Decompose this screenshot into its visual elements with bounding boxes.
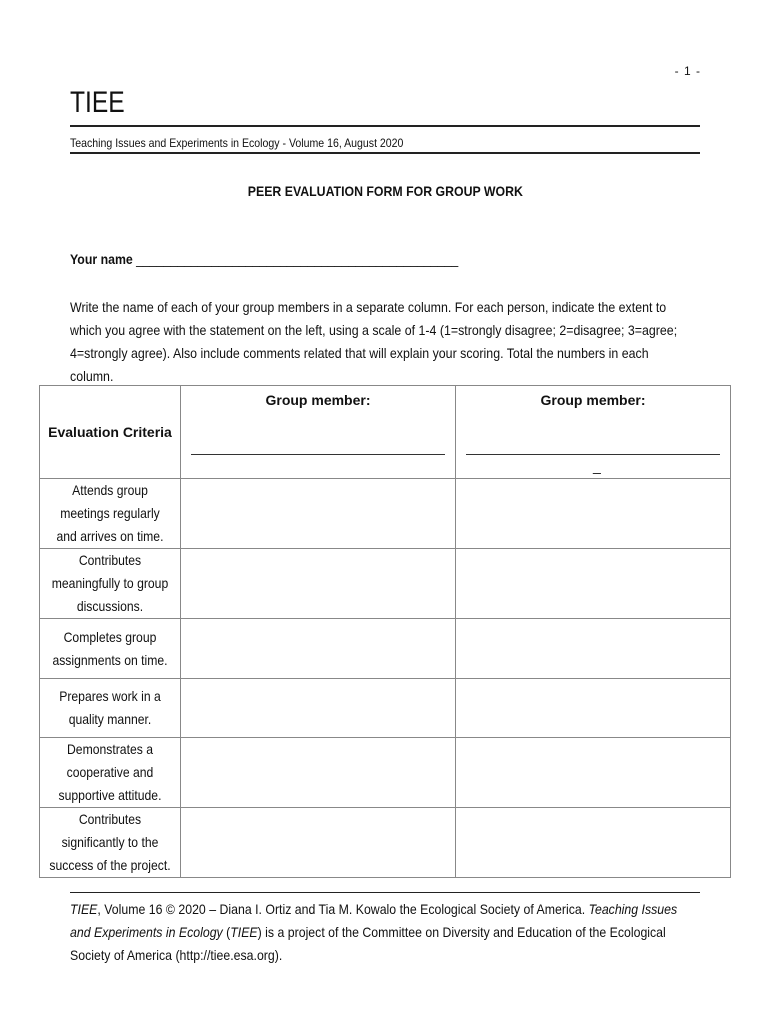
score-cell[interactable]	[181, 738, 456, 808]
your-name-label: Your name	[70, 251, 133, 267]
table-row	[40, 679, 731, 738]
score-cell[interactable]	[181, 679, 456, 738]
instructions: Write the name of each of your group members in a separate column. For each person, indicate the extent to which you agree with the statement on the left, using a scale of 1-4 (1=strongly disagree; 2=disagree; 3=agree; 4=strongly agree). Also include comments related that will explain your scoring. Total the numbers in each column.	[70, 299, 678, 384]
journal-logo: TIEE	[70, 86, 125, 119]
footer-journal-abbrev: TIEE	[70, 901, 98, 917]
score-cell[interactable]	[456, 808, 731, 878]
score-cell[interactable]	[456, 619, 731, 679]
criteria-cell: Demonstrates a cooperative and supportive attitude.	[40, 738, 181, 808]
score-cell[interactable]	[181, 549, 456, 619]
footer-citation	[70, 898, 686, 967]
score-cell[interactable]	[181, 479, 456, 549]
page-number: - 1 -	[674, 64, 701, 78]
group-member-label: Group member:	[265, 392, 371, 408]
score-cell[interactable]	[456, 738, 731, 808]
table-row	[40, 619, 731, 679]
footer-paren: (	[222, 924, 231, 940]
criteria-cell: Completes group assignments on time.	[40, 619, 181, 679]
header-rule-bottom	[70, 152, 700, 154]
footer-citation-text-2: ) is a project of the Committee on Diversity and Education of the Ecological Society of America (http://tiee.esa.org).	[70, 924, 666, 963]
journal-line: Teaching Issues and Experiments in Ecology - Volume 16, August 2020	[70, 136, 404, 150]
score-cell[interactable]	[181, 808, 456, 878]
score-cell[interactable]	[456, 549, 731, 619]
score-cell[interactable]	[181, 619, 456, 679]
criteria-cell: Prepares work in a quality manner.	[40, 679, 181, 738]
form-title: PEER EVALUATION FORM FOR GROUP WORK	[247, 183, 523, 199]
footer-citation-text: , Volume 16 © 2020 – Diana I. Ortiz and Tia M. Kowalo the Ecological Society of America.	[97, 901, 589, 917]
table-row	[40, 479, 731, 549]
table-row	[40, 549, 731, 619]
footer-journal-full: Teaching Issues and Experiments in Ecology	[70, 901, 678, 940]
group-member-header-1	[181, 386, 456, 479]
footer-journal-abbrev-2: TIEE	[230, 924, 258, 940]
group-member-underscore: _	[593, 458, 601, 474]
criteria-cell: Contributes meaningfully to group discussions.	[40, 549, 181, 619]
group-member-label: Group member:	[540, 392, 646, 408]
criteria-cell: Contributes significantly to the success of the project.	[40, 808, 181, 878]
your-name-blank[interactable]: _______________________________________________	[136, 251, 459, 267]
group-member-name-line[interactable]	[466, 454, 720, 455]
your-name-field[interactable]	[70, 251, 458, 267]
table-header-row	[40, 386, 731, 479]
criteria-header: Evaluation Criteria	[40, 386, 181, 479]
score-cell[interactable]	[456, 479, 731, 549]
table-row	[40, 808, 731, 878]
score-cell[interactable]	[456, 679, 731, 738]
group-member-header-2	[456, 386, 731, 479]
evaluation-table	[39, 385, 731, 878]
criteria-cell: Attends group meetings regularly and arrives on time.	[40, 479, 181, 549]
footer-rule	[70, 892, 700, 893]
group-member-name-line[interactable]	[191, 454, 445, 455]
header-rule-top	[70, 125, 700, 127]
table-row	[40, 738, 731, 808]
